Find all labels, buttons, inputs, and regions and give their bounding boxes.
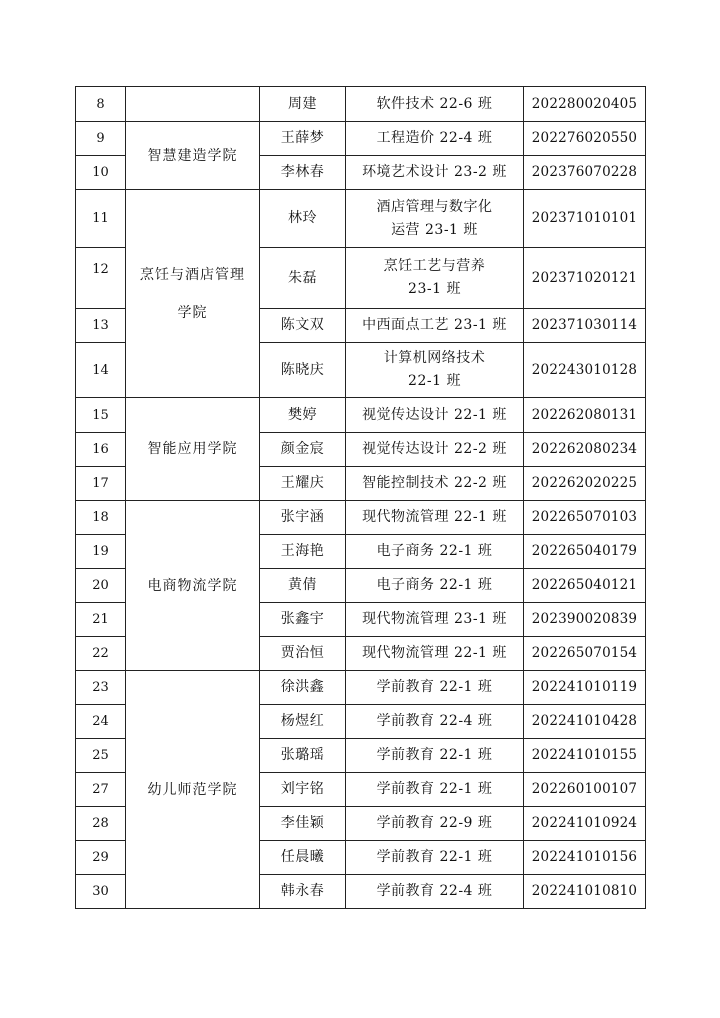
row-number: 12 (76, 248, 126, 309)
student-name: 杨煜红 (260, 705, 346, 739)
student-name: 林玲 (260, 190, 346, 248)
class-name: 学前教育 22-4 班 (346, 875, 524, 909)
class-name: 工程造价 22-4 班 (346, 122, 524, 156)
row-number: 14 (76, 343, 126, 398)
class-name: 学前教育 22-9 班 (346, 807, 524, 841)
row-number: 13 (76, 309, 126, 343)
student-id: 202262020225 (524, 467, 646, 501)
class-name (346, 190, 524, 248)
college-name: 智慧建造学院 (126, 122, 260, 190)
student-name: 王海艳 (260, 535, 346, 569)
row-number: 27 (76, 773, 126, 807)
student-id: 202241010155 (524, 739, 646, 773)
row-number: 25 (76, 739, 126, 773)
row-number: 18 (76, 501, 126, 535)
row-number: 19 (76, 535, 126, 569)
class-name-line-2: 运营 23-1 班 (391, 221, 478, 238)
student-id: 202376070228 (524, 156, 646, 190)
student-name: 颜金宸 (260, 433, 346, 467)
row-number: 21 (76, 603, 126, 637)
student-name: 王耀庆 (260, 467, 346, 501)
table-row (76, 122, 646, 156)
student-name: 刘宇铭 (260, 773, 346, 807)
college-cell-empty (126, 87, 260, 122)
student-name: 韩永春 (260, 875, 346, 909)
student-id: 202241010156 (524, 841, 646, 875)
table-row (76, 87, 646, 122)
row-number: 17 (76, 467, 126, 501)
student-name: 樊婷 (260, 398, 346, 433)
student-list-table (75, 86, 646, 909)
student-id: 202260100107 (524, 773, 646, 807)
student-id: 202390020839 (524, 603, 646, 637)
student-id: 202265070154 (524, 637, 646, 671)
row-number: 9 (76, 122, 126, 156)
class-name: 电子商务 22-1 班 (346, 535, 524, 569)
class-name: 学前教育 22-1 班 (346, 739, 524, 773)
student-name: 张璐瑶 (260, 739, 346, 773)
college-name-line-2: 学院 (177, 304, 208, 321)
student-name: 王薛梦 (260, 122, 346, 156)
class-name-line-1: 酒店管理与数字化 (376, 198, 493, 215)
class-name (346, 248, 524, 309)
class-name: 视觉传达设计 22-1 班 (346, 398, 524, 433)
row-number: 24 (76, 705, 126, 739)
student-name: 贾治恒 (260, 637, 346, 671)
class-name: 现代物流管理 22-1 班 (346, 501, 524, 535)
student-name: 徐洪鑫 (260, 671, 346, 705)
college-name-line-1: 烹饪与酒店管理 (140, 266, 245, 283)
class-name: 智能控制技术 22-2 班 (346, 467, 524, 501)
class-name: 现代物流管理 22-1 班 (346, 637, 524, 671)
class-name: 学前教育 22-1 班 (346, 671, 524, 705)
student-id: 202265040121 (524, 569, 646, 603)
row-number: 10 (76, 156, 126, 190)
student-name: 任晨曦 (260, 841, 346, 875)
class-name (346, 343, 524, 398)
student-id: 202265040179 (524, 535, 646, 569)
student-name: 朱磊 (260, 248, 346, 309)
student-name: 张鑫宇 (260, 603, 346, 637)
student-id: 202280020405 (524, 87, 646, 122)
student-id: 202241010428 (524, 705, 646, 739)
student-id: 202276020550 (524, 122, 646, 156)
student-id: 202265070103 (524, 501, 646, 535)
student-id: 202241010119 (524, 671, 646, 705)
student-name: 陈晓庆 (260, 343, 346, 398)
table-row (76, 671, 646, 705)
row-number: 11 (76, 190, 126, 248)
row-number: 16 (76, 433, 126, 467)
college-name: 幼儿师范学院 (126, 671, 260, 909)
student-id: 202371030114 (524, 309, 646, 343)
student-id: 202241010924 (524, 807, 646, 841)
student-name: 周建 (260, 87, 346, 122)
class-name: 视觉传达设计 22-2 班 (346, 433, 524, 467)
college-name: 智能应用学院 (126, 398, 260, 501)
class-name: 学前教育 22-1 班 (346, 841, 524, 875)
table-row (76, 501, 646, 535)
row-number: 23 (76, 671, 126, 705)
row-number: 28 (76, 807, 126, 841)
table-row (76, 398, 646, 433)
student-id: 202243010128 (524, 343, 646, 398)
student-id: 202371010101 (524, 190, 646, 248)
row-number: 20 (76, 569, 126, 603)
student-name: 李佳颖 (260, 807, 346, 841)
student-id: 202262080131 (524, 398, 646, 433)
table-row (76, 190, 646, 248)
class-name-line-1: 烹饪工艺与营养 (383, 258, 486, 274)
class-name: 现代物流管理 23-1 班 (346, 603, 524, 637)
student-name: 李林春 (260, 156, 346, 190)
class-name-line-1: 计算机网络技术 (383, 350, 486, 366)
college-name: 电商物流学院 (126, 501, 260, 671)
class-name: 电子商务 22-1 班 (346, 569, 524, 603)
class-name: 学前教育 22-1 班 (346, 773, 524, 807)
row-number: 22 (76, 637, 126, 671)
student-name: 张宇涵 (260, 501, 346, 535)
class-name: 软件技术 22-6 班 (346, 87, 524, 122)
class-name: 学前教育 22-4 班 (346, 705, 524, 739)
student-name: 陈文双 (260, 309, 346, 343)
student-id: 202241010810 (524, 875, 646, 909)
row-number: 8 (76, 87, 126, 122)
student-id: 202262080234 (524, 433, 646, 467)
row-number: 30 (76, 875, 126, 909)
row-number: 15 (76, 398, 126, 433)
student-id: 202371020121 (524, 248, 646, 309)
class-name-line-2: 23-1 班 (408, 281, 461, 297)
college-name (126, 190, 260, 398)
class-name: 中西面点工艺 23-1 班 (346, 309, 524, 343)
student-name: 黄倩 (260, 569, 346, 603)
row-number: 29 (76, 841, 126, 875)
class-name-line-2: 22-1 班 (408, 373, 461, 389)
class-name: 环境艺术设计 23-2 班 (346, 156, 524, 190)
